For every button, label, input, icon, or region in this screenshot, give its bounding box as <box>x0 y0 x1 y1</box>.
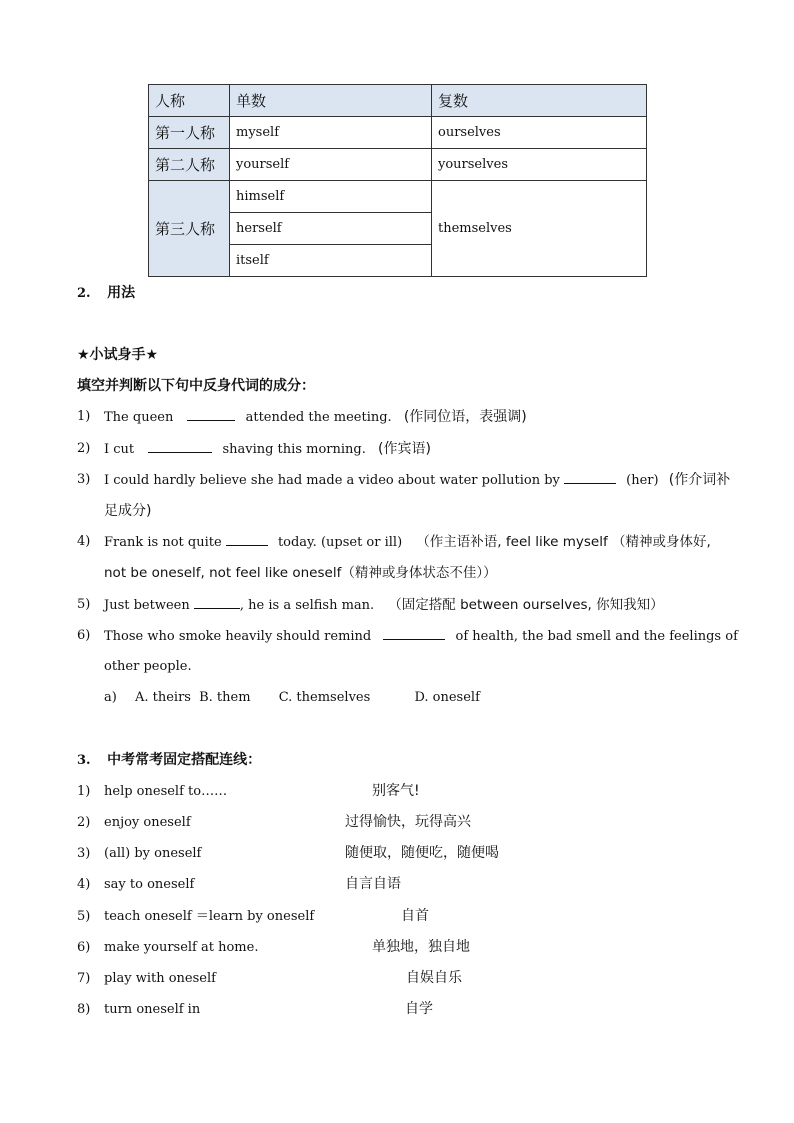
item-number: 3) <box>77 846 91 861</box>
match-right-item[interactable]: 自言自语 <box>345 876 401 892</box>
plural-cell: yourselves <box>432 149 647 181</box>
answer-blank[interactable] <box>187 408 235 421</box>
item-note: （作主语补语, feel like myself （精神或身体好, <box>416 534 711 550</box>
list-item <box>104 440 431 459</box>
table-row <box>149 149 647 181</box>
plural-cell: themselves <box>432 181 647 277</box>
sentence-text: I could hardly believe she had made a video about water pollution by <box>104 473 560 488</box>
section-title: 用法 <box>107 285 136 301</box>
match-left-item[interactable]: help oneself to…… <box>104 784 228 799</box>
sentence-text: of health, the bad smell and the feelings of <box>455 629 738 644</box>
singular-cell: himself <box>230 181 432 213</box>
match-left-item[interactable]: turn oneself in <box>104 1002 201 1017</box>
item-number: 6) <box>77 628 91 643</box>
section-3-heading <box>77 751 261 770</box>
sentence-text: shaving this morning. <box>222 442 366 457</box>
match-right-item[interactable]: 自娱自乐 <box>406 970 462 986</box>
match-right-item[interactable]: 过得愉快，玩得高兴 <box>345 814 471 830</box>
match-right-item[interactable]: 自首 <box>401 908 429 924</box>
item-note: （固定搭配 between ourselves, 你知我知） <box>388 597 664 613</box>
item-note: (作介词补 <box>668 472 731 488</box>
item-number: 2) <box>77 815 91 830</box>
match-right-item[interactable]: 别客气! <box>372 783 420 799</box>
plural-cell: ourselves <box>432 117 647 149</box>
list-item <box>104 471 730 490</box>
sentence-text: Frank is not quite <box>104 535 222 550</box>
item-number: 4) <box>77 877 91 892</box>
answer-options <box>104 689 480 707</box>
header-person: 人称 <box>149 85 230 117</box>
option-c[interactable]: C. themselves <box>278 690 371 705</box>
match-left-item[interactable]: (all) by oneself <box>104 846 202 861</box>
item-note-continued: not be oneself, not feel like oneself（精神或身体状态不佳）） <box>104 565 497 581</box>
item-number: 5) <box>77 909 91 924</box>
match-left-item[interactable]: say to oneself <box>104 877 195 892</box>
item-number: 2) <box>77 441 91 456</box>
list-item <box>104 533 711 552</box>
option-b[interactable]: B. them <box>199 690 251 705</box>
section-number: 2. <box>77 286 91 301</box>
item-note: (作宾语) <box>377 441 431 457</box>
person-cell: 第一人称 <box>149 117 230 149</box>
item-number: 3) <box>77 472 91 487</box>
table-row <box>149 181 647 213</box>
table-header-row <box>149 85 647 117</box>
item-note: (作同位语，表强调) <box>403 409 527 425</box>
answer-blank[interactable] <box>194 596 240 609</box>
match-left-item[interactable]: enjoy oneself <box>104 815 191 830</box>
item-number: 1) <box>77 409 91 424</box>
match-left-item[interactable]: play with oneself <box>104 971 216 986</box>
singular-cell: yourself <box>230 149 432 181</box>
reflexive-pronoun-table <box>148 84 647 277</box>
sentence-text: The queen <box>104 410 174 425</box>
section-2-heading <box>77 284 135 303</box>
sentence-text: today. (upset or ill) <box>277 535 403 550</box>
section-title: 中考常考固定搭配连线： <box>107 752 262 768</box>
item-number: 7) <box>77 971 91 986</box>
practice-instruction: 填空并判断以下句中反身代词的成分： <box>77 378 315 394</box>
answer-blank[interactable] <box>564 471 616 484</box>
list-item <box>104 408 527 427</box>
list-item <box>104 627 738 646</box>
answer-blank[interactable] <box>226 533 268 546</box>
match-left-item[interactable]: make yourself at home. <box>104 940 259 955</box>
answer-blank[interactable] <box>383 627 445 640</box>
match-right-item[interactable]: 自学 <box>405 1001 433 1017</box>
option-label: a) <box>104 690 117 705</box>
item-continued: other people. <box>104 659 192 674</box>
item-number: 4) <box>77 534 91 549</box>
sentence-text: Just between <box>104 598 190 613</box>
practice-title: ★小试身手★ <box>77 347 159 363</box>
sentence-text: attended the meeting. <box>245 410 392 425</box>
header-singular: 单数 <box>230 85 432 117</box>
match-right-item[interactable]: 随便取，随便吃，随便喝 <box>345 845 499 861</box>
item-number: 5) <box>77 597 91 612</box>
sentence-text: I cut <box>104 442 135 457</box>
table-row <box>149 117 647 149</box>
option-a[interactable]: A. theirs <box>134 690 191 705</box>
sentence-text: Those who smoke heavily should remind <box>104 629 372 644</box>
person-cell: 第三人称 <box>149 181 230 277</box>
item-number: 6) <box>77 940 91 955</box>
singular-cell: myself <box>230 117 432 149</box>
answer-blank[interactable] <box>148 440 212 453</box>
person-cell: 第二人称 <box>149 149 230 181</box>
item-number: 8) <box>77 1002 91 1017</box>
singular-cell: itself <box>230 245 432 277</box>
item-number: 1) <box>77 784 91 799</box>
section-number: 3. <box>77 753 91 768</box>
sentence-text: , he is a selfish man. <box>239 598 375 613</box>
item-note-continued: 足成分) <box>104 503 152 519</box>
sentence-text: (her) <box>626 473 659 488</box>
header-plural: 复数 <box>432 85 647 117</box>
option-d[interactable]: D. oneself <box>414 690 480 705</box>
list-item <box>104 596 664 615</box>
match-right-item[interactable]: 单独地，独自地 <box>372 939 470 955</box>
match-left-item[interactable]: teach oneself ＝learn by oneself <box>104 909 315 924</box>
singular-cell: herself <box>230 213 432 245</box>
